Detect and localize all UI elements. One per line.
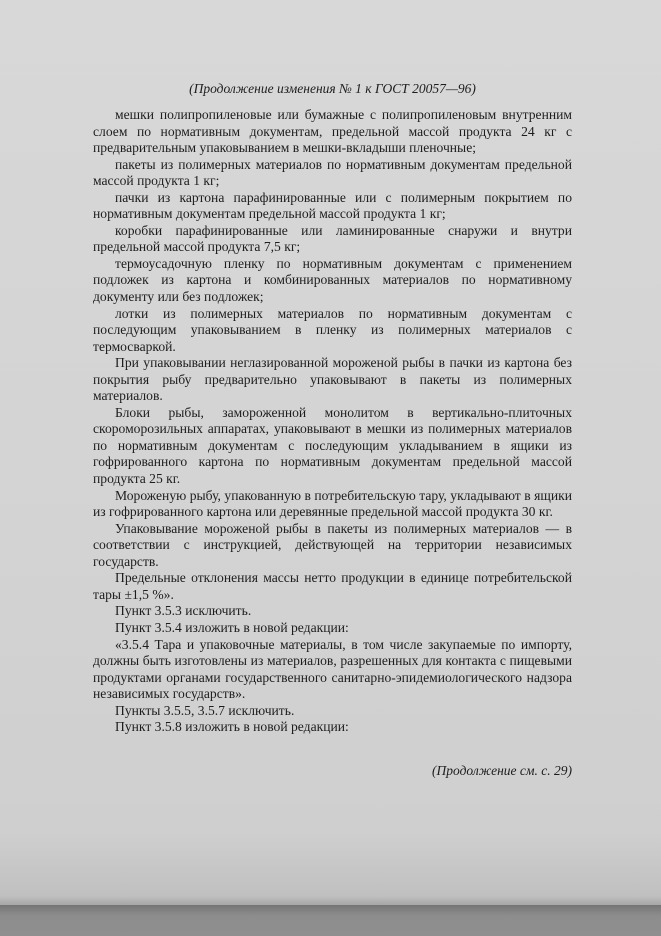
- document-body: [93, 107, 572, 736]
- paragraph: «3.5.4 Тара и упаковочные материалы, в том числе закупаемые по импорту, должны быть изготовлены из материалов, разрешенных для контакта с пищевыми продуктами органами государственного санитарно-эпидемиологического надзора независимых государств».: [93, 636, 572, 702]
- paragraph: термоусадочную пленку по нормативным документам с применением подложек из картона и комбинированных материалов по нормативному документу или без подложек;: [93, 255, 572, 305]
- paragraph: лотки из полимерных материалов по нормативным документам с последующим упаковыванием в пленку из полимерных материалов с термосваркой.: [93, 305, 572, 354]
- paragraph: пакеты из полимерных материалов по нормативным документам предельной массой продукта 1 кг;: [93, 156, 572, 189]
- paragraph: коробки парафинированные или ламинированные снаружи и внутри предельной массой продукта 7,5 кг;: [93, 222, 572, 255]
- paragraph: Пункты 3.5.5, 3.5.7 исключить.: [115, 702, 295, 718]
- paragraph: Пункт 3.5.3 исключить.: [115, 603, 252, 619]
- paragraph: При упаковывании неглазированной мороженой рыбы в пачки из картона без покрытия рыбу предварительно упаковывают в пакеты из полимерных материалов.: [93, 355, 572, 404]
- paragraph: Мороженую рыбу, упакованную в потребительскую тару, укладывают в ящики из гофрированного картона или деревянные предельной массой продукта 30 кг.: [93, 487, 572, 520]
- paragraph: Предельные отклонения массы нетто продукции в единице потребительской тары ±1,5 %».: [93, 570, 572, 602]
- paragraph: Пункт 3.5.8 изложить в новой редакции:: [115, 719, 349, 735]
- document-footer: (Продолжение см. с. 29): [432, 762, 572, 778]
- scanner-edge: [0, 905, 661, 936]
- paragraph: мешки полипропиленовые или бумажные с полипропиленовым внутренним слоем по нормативным документам, предельной массой продукта 24 кг с предварительным упаковыванием в мешки-вкладыши пленочные;: [93, 107, 572, 156]
- paragraph: Пункт 3.5.4 изложить в новой редакции:: [115, 619, 349, 635]
- paragraph: Блоки рыбы, замороженной монолитом в вертикально-плиточных скороморозильных аппаратах, упаковывают в мешки из полимерных материалов по нормативным документам с последующим укладыванием в ящики из гофрированного картона по нормативным документам предельной массой продукта 25 кг.: [93, 404, 572, 487]
- document-header: (Продолжение изменения № 1 к ГОСТ 20057—96): [189, 81, 476, 96]
- text-column: [93, 80, 572, 779]
- paragraph: Упаковывание мороженой рыбы в пакеты из полимерных материалов — в соответствии с инструкцией, действующей на территории независимых государств.: [93, 520, 572, 569]
- paragraph: пачки из картона парафинированные или с полимерным покрытием по нормативным документам предельной массой продукта 1 кг;: [93, 189, 572, 222]
